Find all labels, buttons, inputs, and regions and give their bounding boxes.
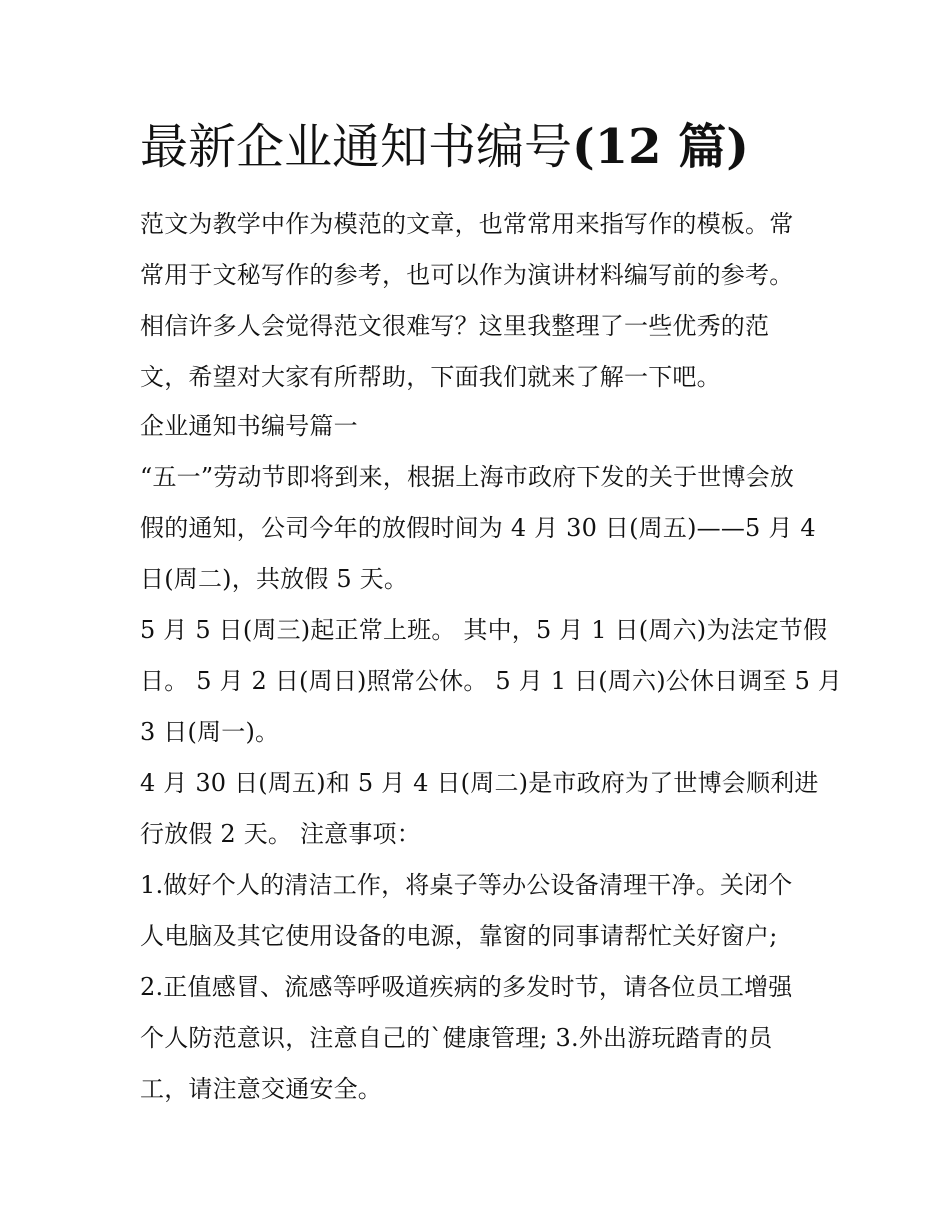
body-line: 相信许多人会觉得范文很难写？这里我整理了一些优秀的范 — [140, 312, 770, 340]
document-title — [140, 112, 840, 182]
body-line: “五一”劳动节即将到来，根据上海市政府下发的关于世博会放 — [140, 463, 795, 491]
body-line: 日(周二)，共放假 5 天。 — [140, 565, 409, 593]
body-line: 行放假 2 天。 注意事项： — [140, 820, 421, 848]
title-suffix: (12 篇) — [572, 119, 749, 175]
body-line: 4 月 30 日(周五)和 5 月 4 日(周二)是市政府为了世博会顺利进 — [140, 769, 819, 797]
section-heading: 企业通知书编号篇一 — [140, 412, 358, 440]
body-line: 5 月 5 日(周三)起正常上班。 其中，5 月 1 日(周六)为法定节假 — [140, 616, 828, 644]
body-line: 2.正值感冒、流感等呼吸道疾病的多发时节，请各位员工增强 — [140, 973, 793, 1001]
body-line: 1.做好个人的清洁工作，将桌子等办公设备清理干净。关闭个 — [140, 871, 793, 899]
title-main: 最新企业通知书编号 — [140, 119, 573, 175]
body-line: 个人防范意识，注意自己的`健康管理; 3.外出游玩踏青的员 — [140, 1024, 773, 1052]
body-line: 日。 5 月 2 日(周日)照常公休。 5 月 1 日(周六)公休日调至 5 月 — [140, 667, 843, 695]
body-line: 工，请注意交通安全。 — [140, 1075, 382, 1103]
body-line: 人电脑及其它使用设备的电源，靠窗的同事请帮忙关好窗户; — [140, 922, 778, 950]
body-line: 文，希望对大家有所帮助，下面我们就来了解一下吧。 — [140, 363, 721, 391]
body-line: 假的通知，公司今年的放假时间为 4 月 30 日(周五)——5 月 4 — [140, 514, 816, 542]
body-line: 范文为教学中作为模范的文章，也常常用来指写作的模板。常 — [140, 210, 794, 238]
body-line: 3 日(周一)。 — [140, 718, 280, 746]
body-line: 常用于文秘写作的参考，也可以作为演讲材料编写前的参考。 — [140, 261, 794, 289]
